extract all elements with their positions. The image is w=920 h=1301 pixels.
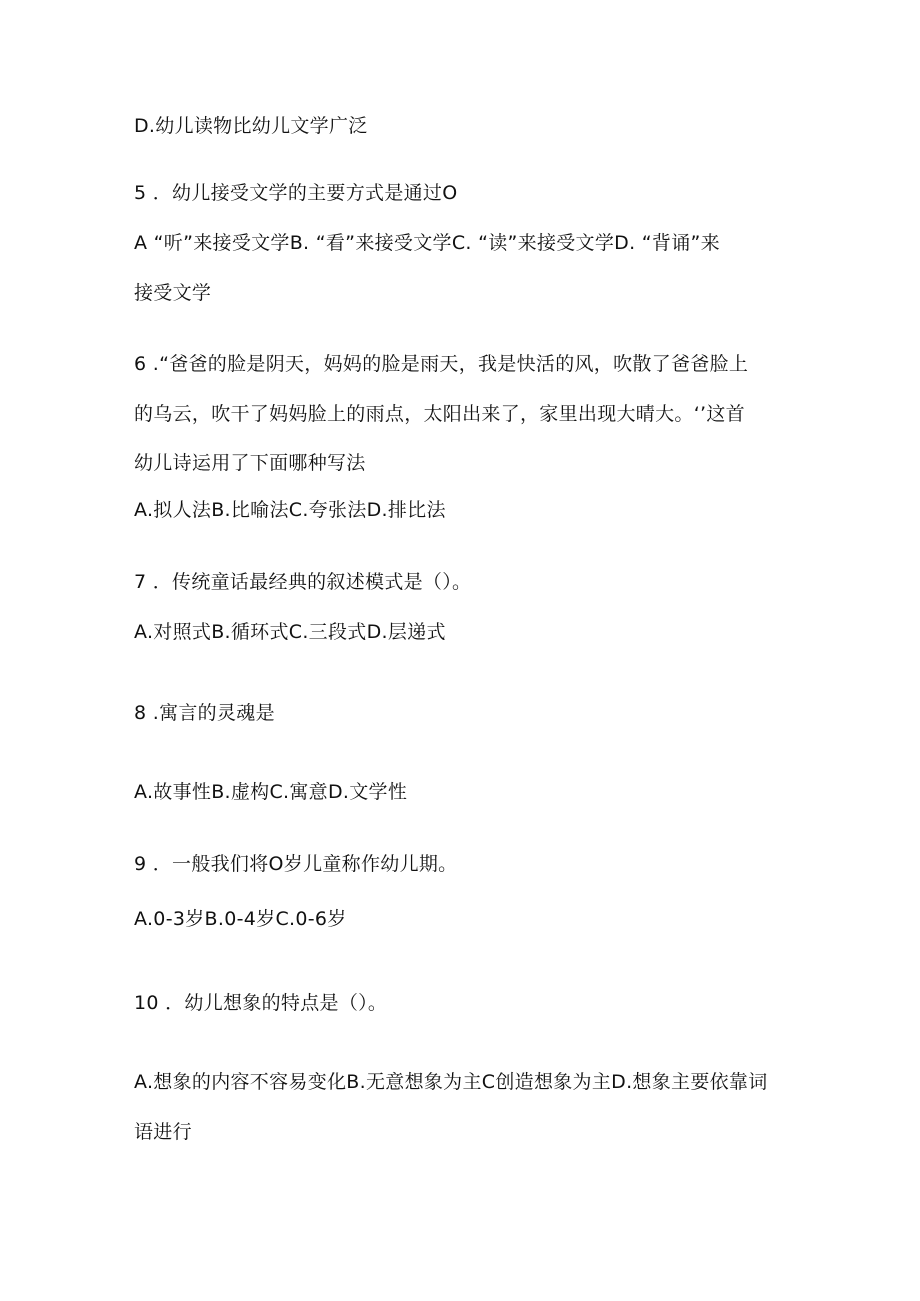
- q10-question: 10 ．幼儿想象的特点是（）。: [134, 992, 388, 1014]
- q4-option-d: D.幼儿读物比幼儿文学广泛: [134, 115, 368, 137]
- q8-options: A.故事性B.虚构C.寓意D.文学性: [134, 781, 408, 803]
- q7-question: 7 ．传统童话最经典的叙述模式是（）。: [134, 571, 472, 593]
- q6-question-line3: 幼儿诗运用了下面哪种写法: [134, 452, 366, 474]
- q6-options: A.拟人法B.比喻法C.夸张法D.排比法: [134, 499, 446, 521]
- q6-question-line2: 的乌云，吹干了妈妈脸上的雨点，太阳出来了，家里出现大晴大。‘’这首: [134, 403, 745, 425]
- q8-question: 8 .寓言的灵魂是: [134, 702, 275, 724]
- q6-question-line1: 6 .“爸爸的脸是阴天，妈妈的脸是雨天，我是快活的风，吹散了爸爸脸上: [134, 353, 749, 375]
- q5-options-line2: 接受文学: [134, 282, 212, 304]
- q9-options: A.0-3岁B.0-4岁C.0-6岁: [134, 908, 347, 930]
- q9-question: 9 ．一般我们将O岁儿童称作幼儿期。: [134, 853, 458, 875]
- q5-options-line1: A “听”来接受文学B. “看”来接受文学C. “读”来接受文学D. “背诵”来: [134, 232, 720, 254]
- q5-question: 5 ．幼儿接受文学的主要方式是通过O: [134, 182, 458, 204]
- q10-options-line2: 语进行: [134, 1121, 192, 1143]
- q10-options-line1: A.想象的内容不容易变化B.无意想象为主C创造想象为主D.想象主要依靠词: [134, 1071, 768, 1093]
- q7-options: A.对照式B.循环式C.三段式D.层递式: [134, 621, 446, 643]
